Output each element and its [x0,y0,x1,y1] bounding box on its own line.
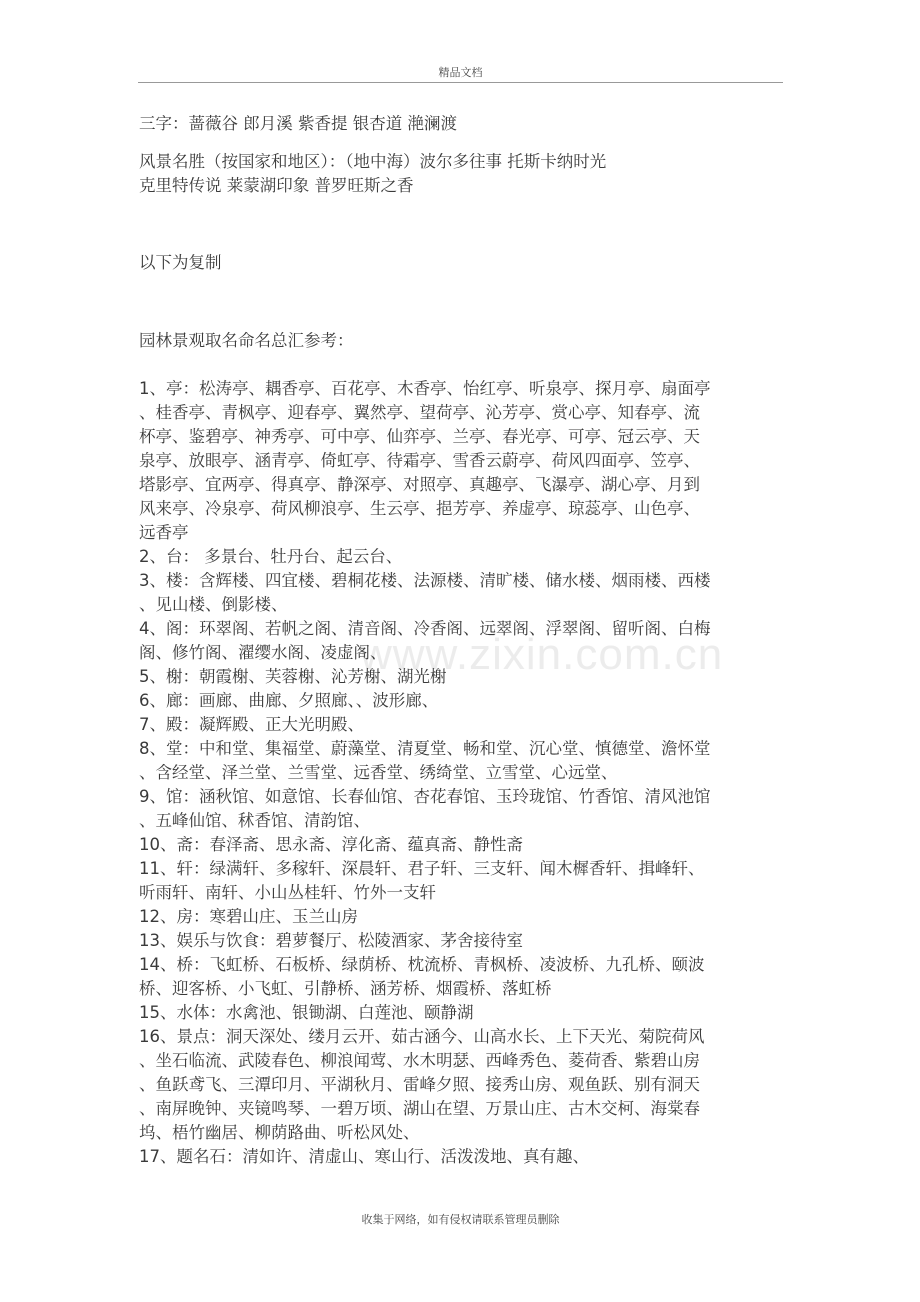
page-footer: 收集于网络，如有侵权请联系管理员删除 [361,1213,560,1226]
text-line: 15、水体：水禽池、银锄湖、白莲池、颐静湖 [139,1003,474,1022]
text-line: 、含经堂、泽兰堂、兰雪堂、远香堂、绣绮堂、立雪堂、心远堂、 [139,763,618,782]
text-line: 14、桥：飞虹桥、石板桥、绿荫桥、枕流桥、青枫桥、凌波桥、九孔桥、颐波 [139,955,705,974]
text-line: 、见山楼、倒影楼、 [139,595,288,614]
text-line: 桥、迎客桥、小飞虹、引静桥、涵芳桥、烟霞桥、落虹桥 [139,979,552,998]
text-line: 7、殿：凝辉殿、正大光明殿、 [139,715,364,734]
text-line: 8、堂：中和堂、集福堂、蔚藻堂、清夏堂、畅和堂、沉心堂、慎德堂、澹怀堂 [139,739,711,758]
text-line: 11、轩：绿满轩、多稼轩、深晨轩、君子轩、三支轩、闻木樨香轩、揖峰轩、 [139,859,705,878]
text-line: 风景名胜（按国家和地区）：（地中海）波尔多往事 托斯卡纳时光 [139,152,607,171]
text-line: 1、亭：松涛亭、耦香亭、百花亭、木香亭、怡红亭、听泉亭、探月亭、扇面亭 [139,379,711,398]
text-line: 、五峰仙馆、秫香馆、清韵馆、 [139,811,370,830]
text-line: 2、台： 多景台、牡丹台、起云台、 [139,547,403,566]
text-line: 、桂香亭、青枫亭、迎春亭、翼然亭、望荷亭、沁芳亭、赏心亭、知春亭、流 [139,403,700,422]
text-line: 、南屏晚钟、夹镜鸣琴、一碧万顷、湖山在望、万景山庄、古木交柯、海棠春 [139,1099,700,1118]
text-line: 16、景点：洞天深处、缕月云开、茹古涵今、山高水长、上下天光、菊院荷风 [139,1027,705,1046]
page-header: 精品文档 [438,66,483,79]
text-line: 9、馆：涵秋馆、如意馆、长春仙馆、杏花春馆、玉玲珑馆、竹香馆、清风池馆 [139,787,711,806]
text-line: 泉亭、放眼亭、涵青亭、倚虹亭、待霜亭、雪香云蔚亭、荷风四面亭、笠亭、 [139,451,700,470]
text-line: 、鱼跃鸢飞、三潭印月、平湖秋月、雷峰夕照、接秀山房、观鱼跃、别有洞天 [139,1075,700,1094]
text-line: 阁、修竹阁、濯缨水阁、凌虚阁、 [139,643,387,662]
watermark: www.zixin.com.cn [360,630,724,679]
text-line: 克里特传说 莱蒙湖印象 普罗旺斯之香 [139,176,414,195]
text-line: 6、廊：画廊、曲廊、夕照廊、、波形廊、 [139,691,439,710]
text-line: 5、榭：朝霞榭、芙蓉榭、沁芳榭、湖光榭 [139,667,447,686]
text-line: 12、房：寒碧山庄、玉兰山房 [139,907,358,926]
header-divider [138,82,783,83]
text-line: 三字：蔷薇谷 郎月溪 紫香提 银杏道 滟澜渡 [139,114,457,133]
text-line: 3、楼：含辉楼、四宜楼、碧桐花楼、法源楼、清旷楼、储水楼、烟雨楼、西楼 [139,571,711,590]
text-line: 远香亭 [139,523,189,542]
text-line: 4、阁：环翠阁、若帆之阁、清音阁、冷香阁、远翠阁、浮翠阁、留听阁、白梅 [139,619,711,638]
text-line: 塔影亭、宜两亭、得真亭、静深亭、对照亭、真趣亭、飞瀑亭、湖心亭、月到 [139,475,700,494]
text-line: 、坐石临流、武陵春色、柳浪闻莺、水木明瑟、西峰秀色、菱荷香、紫碧山房 [139,1051,700,1070]
text-line: 坞、梧竹幽居、柳荫路曲、听松风处、 [139,1123,420,1142]
text-line: 13、娱乐与饮食：碧萝餐厅、松陵酒家、茅舍接待室 [139,931,523,950]
text-line: 17、题名石：清如许、清虚山、寒山行、活泼泼地、真有趣、 [139,1147,589,1166]
text-line: 风来亭、冷泉亭、荷风柳浪亭、生云亭、挹芳亭、养虚亭、琼蕊亭、山色亭、 [139,499,700,518]
text-line: 10、斋：春泽斋、思永斋、淳化斋、蕴真斋、静性斋 [139,835,523,854]
text-line: 以下为复制 [139,253,222,272]
text-line: 杯亭、鉴碧亭、神秀亭、可中亭、仙弈亭、兰亭、春光亭、可亭、冠云亭、天 [139,427,700,446]
text-line: 听雨轩、南轩、小山丛桂轩、竹外一支轩 [139,883,436,902]
text-line: 园林景观取名命名总汇参考： [139,331,354,350]
